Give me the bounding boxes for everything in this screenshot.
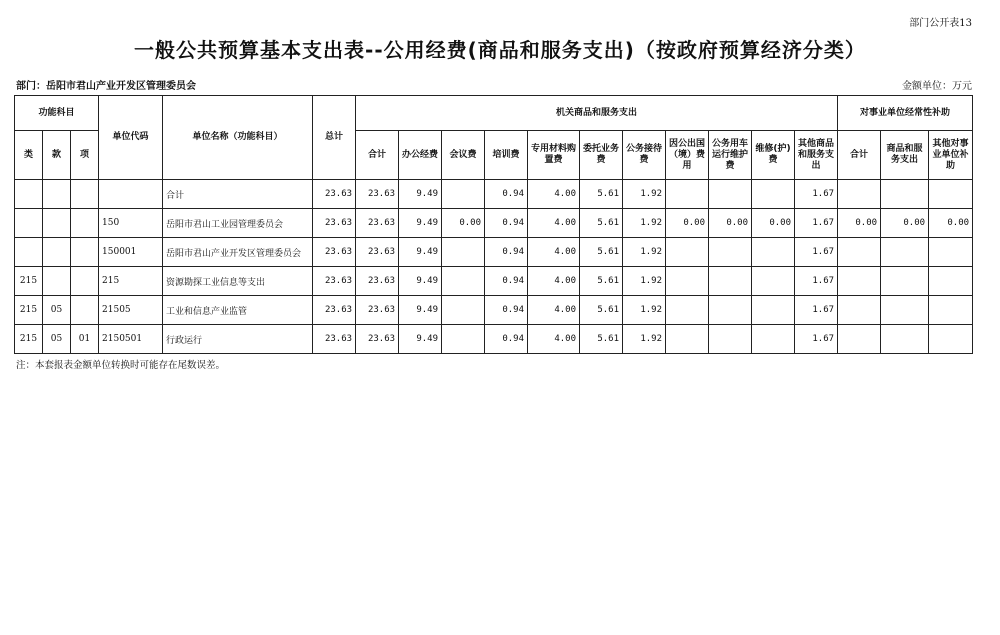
cell-total: 23.63: [313, 238, 356, 267]
header-lei: 类: [15, 131, 43, 180]
page-title: 一般公共预算基本支出表--公用经费(商品和服务支出)（按政府预算经济分类）: [134, 38, 866, 62]
header-org-col: 因公出国（境）费用: [666, 131, 709, 180]
cell-total: 23.63: [313, 296, 356, 325]
cell-org-value: [752, 325, 795, 354]
cell-org-value: 5.61: [580, 209, 623, 238]
cell-org-value: 4.00: [528, 180, 580, 209]
cell-unit-code: 150001: [99, 238, 163, 267]
cell-xiang: [71, 238, 99, 267]
cell-org-value: 9.49: [399, 209, 442, 238]
cell-org-value: 0.00: [666, 209, 709, 238]
cell-kuan: [43, 267, 71, 296]
cell-org-value: 1.67: [795, 180, 838, 209]
cell-lei: 215: [15, 267, 43, 296]
cell-total: 23.63: [313, 209, 356, 238]
cell-org-value: 9.49: [399, 267, 442, 296]
table-row: [15, 209, 973, 238]
cell-org-value: 0.94: [485, 209, 528, 238]
header-sub-col: 合计: [838, 131, 881, 180]
cell-org-value: [442, 296, 485, 325]
cell-org-value: [752, 238, 795, 267]
header-org-col: 专用材料购置费: [528, 131, 580, 180]
cell-subsidy-value: [881, 325, 929, 354]
cell-org-value: [442, 267, 485, 296]
header-group-org: 机关商品和服务支出: [356, 96, 838, 131]
cell-subsidy-value: [838, 238, 881, 267]
header-xiang: 项: [71, 131, 99, 180]
cell-org-value: 9.49: [399, 180, 442, 209]
cell-unit-code: 21505: [99, 296, 163, 325]
cell-total: 23.63: [313, 180, 356, 209]
table-row: [15, 180, 973, 209]
cell-org-value: [442, 238, 485, 267]
cell-org-value: 23.63: [356, 267, 399, 296]
cell-org-value: 0.94: [485, 267, 528, 296]
header-org-col: 办公经费: [399, 131, 442, 180]
header-sub-col: 其他对事业单位补助: [929, 131, 973, 180]
cell-xiang: [71, 180, 99, 209]
cell-org-value: [709, 238, 752, 267]
cell-org-value: 0.00: [442, 209, 485, 238]
cell-org-value: 5.61: [580, 238, 623, 267]
cell-subsidy-value: [881, 267, 929, 296]
cell-org-value: 23.63: [356, 180, 399, 209]
cell-org-value: 1.92: [623, 209, 666, 238]
cell-lei: [15, 238, 43, 267]
cell-org-value: 23.63: [356, 209, 399, 238]
cell-org-value: 1.92: [623, 238, 666, 267]
cell-org-value: 1.67: [795, 238, 838, 267]
header-unit-name: 单位名称（功能科目）: [163, 96, 313, 180]
cell-unit-code: 215: [99, 267, 163, 296]
header-sub-col: 商品和服务支出: [881, 131, 929, 180]
cell-subsidy-value: 0.00: [881, 209, 929, 238]
cell-org-value: [666, 238, 709, 267]
amount-unit-label: 金额单位：万元: [902, 81, 972, 92]
cell-org-value: 5.61: [580, 296, 623, 325]
cell-org-value: 4.00: [528, 325, 580, 354]
header-total: 总计: [313, 96, 356, 180]
cell-subsidy-value: [838, 296, 881, 325]
cell-org-value: 9.49: [399, 325, 442, 354]
cell-subsidy-value: [838, 180, 881, 209]
cell-unit-name: 工业和信息产业监管: [163, 296, 313, 325]
header-func-subject: 功能科目: [15, 96, 99, 131]
table-row: [15, 296, 973, 325]
header-unit-code: 单位代码: [99, 96, 163, 180]
header-org-col: 公务用车运行维护费: [709, 131, 752, 180]
cell-org-value: [442, 180, 485, 209]
header-org-col: 会议费: [442, 131, 485, 180]
cell-subsidy-value: 0.00: [929, 209, 973, 238]
cell-org-value: [709, 180, 752, 209]
cell-org-value: [709, 296, 752, 325]
cell-total: 23.63: [313, 267, 356, 296]
cell-unit-name: 行政运行: [163, 325, 313, 354]
cell-subsidy-value: 0.00: [838, 209, 881, 238]
cell-org-value: 0.94: [485, 325, 528, 354]
cell-org-value: 9.49: [399, 238, 442, 267]
cell-subsidy-value: [929, 238, 973, 267]
cell-kuan: [43, 238, 71, 267]
cell-subsidy-value: [838, 325, 881, 354]
cell-org-value: 4.00: [528, 296, 580, 325]
cell-org-value: 5.61: [580, 180, 623, 209]
cell-org-value: [709, 267, 752, 296]
cell-kuan: [43, 180, 71, 209]
department-label: 部门：岳阳市君山产业开发区管理委员会: [16, 81, 196, 92]
cell-org-value: [666, 267, 709, 296]
cell-subsidy-value: [838, 267, 881, 296]
cell-kuan: 05: [43, 325, 71, 354]
cell-subsidy-value: [881, 296, 929, 325]
header-org-col: 维修(护)费: [752, 131, 795, 180]
cell-subsidy-value: [929, 180, 973, 209]
cell-org-value: 5.61: [580, 325, 623, 354]
cell-unit-code: [99, 180, 163, 209]
cell-org-value: [666, 325, 709, 354]
cell-org-value: 4.00: [528, 267, 580, 296]
cell-total: 23.63: [313, 325, 356, 354]
footer-note: 注：本套报表金额单位转换时可能存在尾数误差。: [16, 360, 226, 371]
cell-org-value: [666, 180, 709, 209]
cell-subsidy-value: [881, 238, 929, 267]
cell-org-value: 1.92: [623, 180, 666, 209]
cell-org-value: 0.94: [485, 296, 528, 325]
cell-org-value: 0.00: [709, 209, 752, 238]
cell-lei: 215: [15, 296, 43, 325]
header-kuan: 款: [43, 131, 71, 180]
cell-org-value: [752, 180, 795, 209]
cell-org-value: 1.92: [623, 296, 666, 325]
cell-org-value: 1.92: [623, 325, 666, 354]
cell-org-value: [752, 267, 795, 296]
header-row-1: [15, 96, 973, 131]
cell-lei: [15, 209, 43, 238]
cell-org-value: 4.00: [528, 238, 580, 267]
cell-unit-code: 150: [99, 209, 163, 238]
cell-lei: 215: [15, 325, 43, 354]
table-row: [15, 325, 973, 354]
cell-subsidy-value: [929, 267, 973, 296]
cell-unit-name: 岳阳市君山工业园管理委员会: [163, 209, 313, 238]
cell-org-value: 9.49: [399, 296, 442, 325]
cell-org-value: 1.67: [795, 296, 838, 325]
cell-org-value: 1.67: [795, 267, 838, 296]
cell-lei: [15, 180, 43, 209]
cell-org-value: [709, 325, 752, 354]
cell-org-value: 23.63: [356, 296, 399, 325]
cell-org-value: 0.00: [752, 209, 795, 238]
cell-org-value: 1.67: [795, 325, 838, 354]
table-row: [15, 267, 973, 296]
cell-unit-name: 岳阳市君山产业开发区管理委员会: [163, 238, 313, 267]
header-org-col: 合计: [356, 131, 399, 180]
header-org-col: 其他商品和服务支出: [795, 131, 838, 180]
cell-org-value: 0.94: [485, 238, 528, 267]
cell-subsidy-value: [929, 325, 973, 354]
cell-org-value: 1.67: [795, 209, 838, 238]
cell-xiang: [71, 296, 99, 325]
cell-subsidy-value: [929, 296, 973, 325]
cell-org-value: 0.94: [485, 180, 528, 209]
cell-unit-code: 2150501: [99, 325, 163, 354]
table-row: [15, 238, 973, 267]
header-group-subsidy: 对事业单位经常性补助: [838, 96, 973, 131]
cell-org-value: 5.61: [580, 267, 623, 296]
cell-unit-name: 资源勘探工业信息等支出: [163, 267, 313, 296]
header-org-col: 委托业务费: [580, 131, 623, 180]
header-org-col: 培训费: [485, 131, 528, 180]
cell-org-value: [442, 325, 485, 354]
cell-xiang: [71, 267, 99, 296]
page-code: 部门公开表13: [909, 18, 972, 29]
cell-xiang: [71, 209, 99, 238]
cell-org-value: 1.92: [623, 267, 666, 296]
cell-subsidy-value: [881, 180, 929, 209]
cell-kuan: 05: [43, 296, 71, 325]
cell-unit-name: 合计: [163, 180, 313, 209]
cell-org-value: 23.63: [356, 325, 399, 354]
cell-kuan: [43, 209, 71, 238]
table-body: [15, 180, 973, 354]
cell-org-value: 4.00: [528, 209, 580, 238]
cell-org-value: [752, 296, 795, 325]
cell-org-value: [666, 296, 709, 325]
header-org-col: 公务接待费: [623, 131, 666, 180]
budget-table: [14, 95, 973, 354]
cell-xiang: 01: [71, 325, 99, 354]
cell-org-value: 23.63: [356, 238, 399, 267]
